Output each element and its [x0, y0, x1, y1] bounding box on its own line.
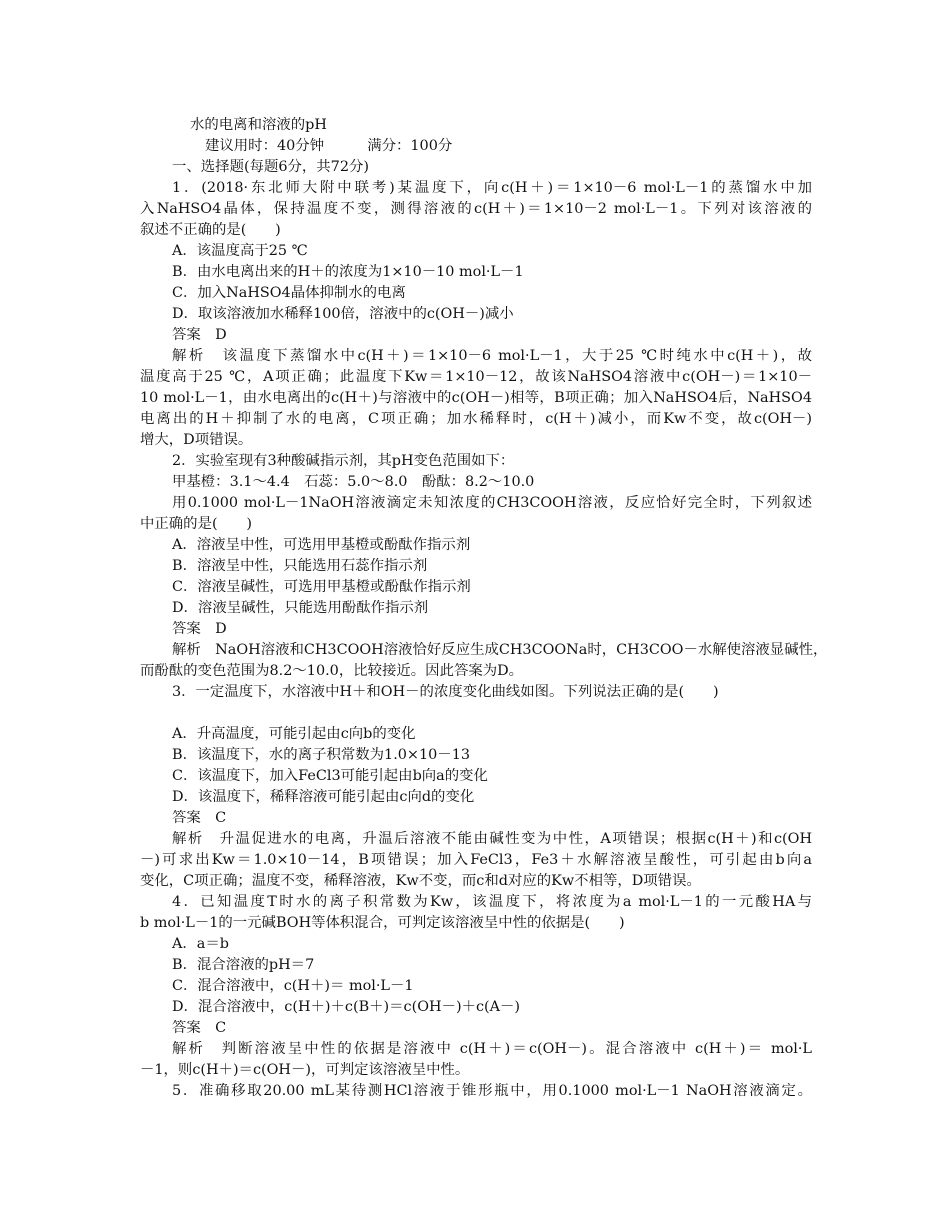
q1-option-d: D．取该溶液加水稀释100倍，溶液中的c(OH－)减小 — [172, 306, 514, 322]
q3-option-b: B．该温度下，水的离子积常数为1.0×10－13 — [172, 747, 471, 763]
q1-analysis-line1: 解析 该温度下蒸馏水中c(H＋)＝1×10－6 mol·L－1，大于25 ℃时纯水中c(H＋)，故 — [172, 348, 812, 364]
q3-option-d: D．该温度下，稀释溶液可能引起由c向d的变化 — [172, 789, 475, 805]
q3-analysis-line2: －)可求出Kw＝1.0×10－14，B项错误；加入FeCl3，Fe3＋水解溶液呈酸性，可引起由b向a — [140, 852, 812, 868]
q1-option-b: B．由水电离出来的H＋的浓度为1×10－10 mol·L－1 — [172, 264, 524, 280]
q1-stem-line1: 1．(2018·东北师大附中联考)某温度下，向c(H＋)＝1×10－6 mol·L－1的蒸馏水中加 — [172, 180, 812, 196]
q2-stem-line2: 用0.1000 mol·L－1NaOH溶液滴定未知浓度的CH3COOH溶液，反应恰好完全时，下列叙述 — [172, 495, 812, 511]
q2-indicator-ranges: 甲基橙：3.1～4.4 石蕊：5.0～8.0 酚酞：8.2～10.0 — [172, 474, 535, 490]
q2-stem-line3: 中正确的是( ) — [140, 516, 252, 532]
q3-analysis-line3: 变化，C项正确；温度不变，稀释溶液，Kw不变，而c和d对应的Kw不相等，D项错误。 — [140, 873, 701, 889]
q1-stem-line3: 叙述不正确的是( ) — [140, 222, 281, 238]
q1-analysis-line4: 电离出的H＋抑制了水的电离，C项正确；加水稀释时，c(H＋)减小，而Kw不变，故c(OH－) — [140, 411, 812, 427]
q1-analysis-line3: 10 mol·L－1，由水电离出的c(H＋)与溶液中的c(OH－)相等，B项正确；加入NaHSO4后，NaHSO4 — [140, 390, 812, 406]
q2-option-c: C．溶液呈碱性，可选用甲基橙或酚酞作指示剂 — [172, 579, 471, 595]
q1-analysis-line5: 增大，D项错误。 — [140, 432, 253, 448]
section-heading: 一、选择题(每题6分，共72分) — [172, 159, 369, 175]
doc-meta: 建议用时：40分钟 满分：100分 — [205, 138, 453, 154]
q4-analysis-line2: －1，则c(H＋)＝c(OH－)，可判定该溶液呈中性。 — [140, 1062, 470, 1078]
q1-stem-line2: 入NaHSO4晶体，保持温度不变，测得溶液的c(H＋)＝1×10－2 mol·L－1。下列对该溶液的 — [140, 201, 812, 217]
q4-option-a: A．a＝b — [172, 936, 229, 952]
q2-analysis-line1: 解析 NaOH溶液和CH3COOH溶液恰好反应生成CH3COONa时，CH3COO－水解使溶液显碱性， — [172, 642, 828, 658]
q2-option-a: A．溶液呈中性，可选用甲基橙或酚酞作指示剂 — [172, 537, 471, 553]
q3-answer: 答案 C — [172, 810, 227, 826]
q2-option-b: B．溶液呈中性，只能选用石蕊作指示剂 — [172, 558, 428, 574]
q3-analysis-line1: 解析 升温促进水的电离，升温后溶液不能由碱性变为中性，A项错误；根据c(H＋)和c(OH — [172, 831, 812, 847]
q2-answer: 答案 D — [172, 621, 227, 637]
doc-title: 水的电离和溶液的pH — [190, 117, 327, 133]
q2-option-d: D．溶液呈碱性，只能选用酚酞作指示剂 — [172, 600, 429, 616]
q1-analysis-line2: 温度高于25 ℃，A项正确；此温度下Kw＝1×10－12，故该NaHSO4溶液中c(OH－)＝1×10－ — [140, 369, 812, 385]
q3-option-c: C．该温度下，加入FeCl3可能引起由b向a的变化 — [172, 768, 488, 784]
q4-option-d: D．混合溶液中，c(H＋)＋c(B＋)＝c(OH－)＋c(A－) — [172, 999, 521, 1015]
q4-stem-line1: 4．已知温度T时水的离子积常数为Kw，该温度下，将浓度为a mol·L－1的一元酸HA与 — [172, 894, 812, 910]
q1-answer: 答案 D — [172, 327, 227, 343]
q4-analysis-line1: 解析 判断溶液呈中性的依据是溶液中 c(H＋)＝c(OH－)。混合溶液中 c(H＋)＝ mol·L — [172, 1041, 812, 1057]
q3-option-a: A．升高温度，可能引起由c向b的变化 — [172, 726, 416, 742]
q2-analysis-line2: 而酚酞的变色范围为8.2～10.0，比较接近。因此答案为D。 — [140, 663, 524, 679]
q1-option-a: A．该温度高于25 ℃ — [172, 243, 308, 259]
q4-option-b: B．混合溶液的pH＝7 — [172, 957, 315, 973]
q4-option-c: C．混合溶液中，c(H＋)＝ mol·L－1 — [172, 978, 414, 994]
q2-stem-line1: 2．实验室现有3种酸碱指示剂，其pH变色范围如下： — [172, 453, 515, 469]
q3-stem: 3．一定温度下，水溶液中H＋和OH－的浓度变化曲线如图。下列说法正确的是( ) — [172, 684, 719, 700]
q5-stem-line1: 5．准确移取20.00 mL某待测HCl溶液于锥形瓶中，用0.1000 mol·L－1 NaOH溶液滴定。 — [172, 1083, 812, 1099]
q4-stem-line2: b mol·L－1的一元碱BOH等体积混合，可判定该溶液呈中性的依据是( ) — [140, 915, 625, 931]
q4-answer: 答案 C — [172, 1020, 227, 1036]
q1-option-c: C．加入NaHSO4晶体抑制水的电离 — [172, 285, 406, 301]
